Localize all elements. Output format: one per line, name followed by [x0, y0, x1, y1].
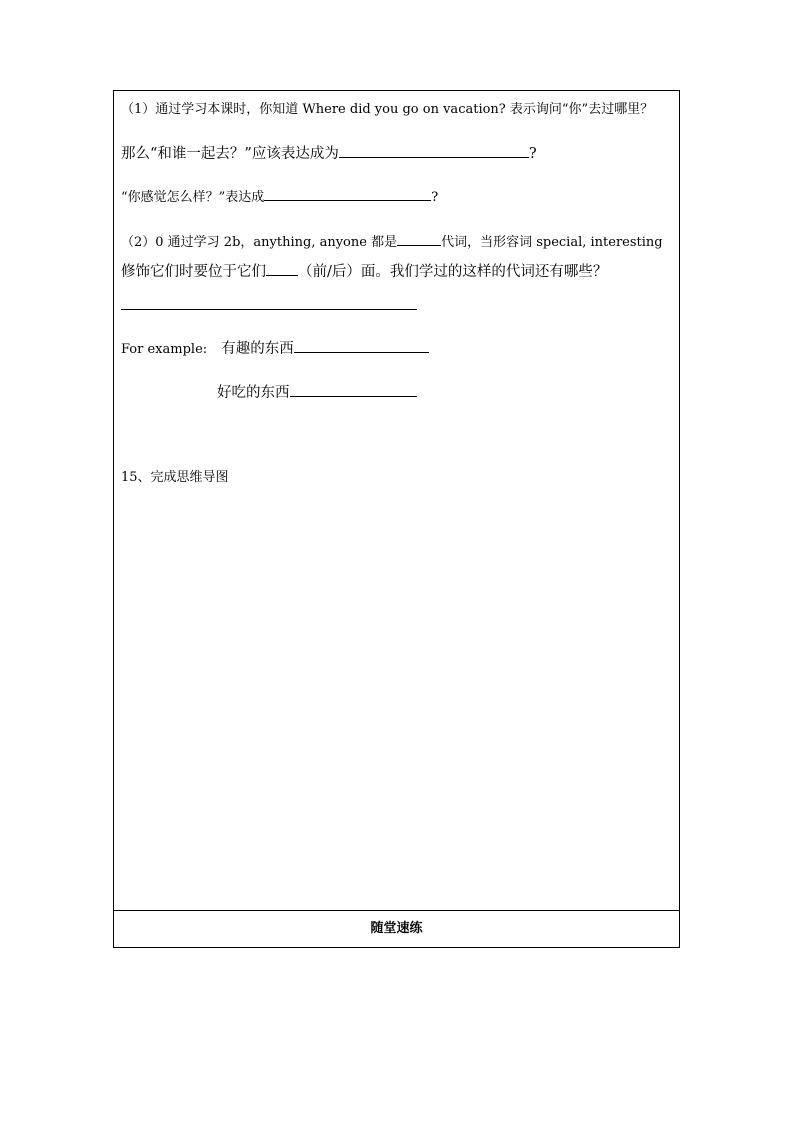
- example2-text: 好吃的东西: [217, 385, 290, 401]
- q2-line2-text: 修饰它们时要位于它们: [121, 264, 266, 280]
- example-line1: [121, 340, 429, 357]
- answer-blank-example2[interactable]: [290, 384, 417, 397]
- q2-line2: [121, 263, 607, 280]
- q2-line2-suffix: （前/后）面。我们学过的这样的代词还有哪些？: [298, 264, 608, 280]
- example1-text: 有趣的东西: [221, 341, 294, 357]
- answer-blank-how-feel[interactable]: [264, 188, 431, 201]
- q1-line2-text: 那么“和谁一起去？”应该表达成为: [121, 146, 339, 162]
- answer-blank-pronoun-type[interactable]: [397, 233, 441, 246]
- example-label: For example:: [121, 342, 208, 357]
- q1-line3-text: “你感觉怎么样？”表达成: [121, 190, 265, 205]
- q2-line1-suffix: 代词，当形容词 special, interesting: [441, 235, 663, 250]
- q1-line2-suffix: ?: [528, 146, 537, 162]
- footer-title: 随堂速练: [370, 921, 423, 936]
- worksheet-table: [113, 90, 680, 948]
- answer-blank-example1[interactable]: [294, 340, 429, 353]
- q1-line3: [121, 188, 438, 204]
- q1-line2: [121, 145, 537, 162]
- q1-line1: [121, 103, 653, 116]
- answer-blank-other-pronouns[interactable]: [121, 309, 417, 310]
- q1-line3-suffix: ?: [431, 190, 439, 205]
- q2-line1-text: （2）0 通过学习 2b，anything, anyone 都是: [121, 235, 398, 250]
- footer-divider: [114, 910, 679, 911]
- answer-blank-with-whom[interactable]: [339, 145, 529, 158]
- q15-label: 15、完成思维导图: [121, 470, 229, 485]
- q15-line: [121, 471, 229, 484]
- q1-line1-text: （1）通过学习本课时，你知道 Where did you go on vacation? 表示询问“你”去过哪里？: [121, 102, 654, 117]
- answer-blank-position[interactable]: [266, 263, 298, 276]
- example-line2: [217, 384, 417, 401]
- q2-line1: [121, 233, 663, 249]
